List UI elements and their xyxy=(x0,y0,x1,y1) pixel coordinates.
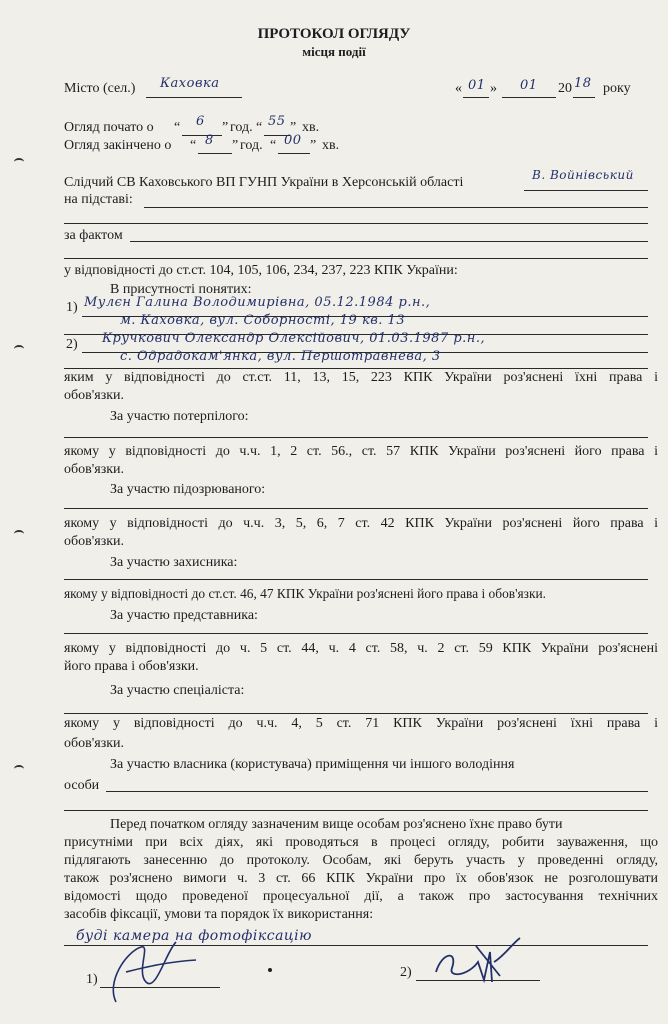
signature-2-number: 2) xyxy=(400,965,412,980)
date-day: 01 xyxy=(468,78,486,93)
representative-label: За участю представника: xyxy=(110,608,258,623)
owner-label: За участю власника (користувача) приміщення чи іншого володіння xyxy=(110,757,515,772)
signature-1-number: 1) xyxy=(86,972,98,987)
city-line xyxy=(146,97,242,98)
defender-label: За участю захисника: xyxy=(110,555,238,570)
end-min: 00 xyxy=(284,133,302,148)
representative-rights: якому у відповідності до ч. 5 ст. 44, ч. 4 ст. 58, ч. 2 ст. 59 КПК України роз'яснені xyxy=(64,641,658,656)
date-month: 01 xyxy=(520,78,538,93)
start-label: Огляд почато о xyxy=(64,120,154,135)
witness-1-line-1: Мулєн Галина Володимирівна, 05.12.1984 р.н., xyxy=(84,295,431,310)
handwritten-note: буді камера на фотофіксацію xyxy=(76,928,312,944)
year-word: року xyxy=(603,81,631,96)
page-subtitle: місця події xyxy=(302,44,366,59)
explanation-line-5: відомості щодо проведеної процесуальної дії, а також про застосування технічних xyxy=(64,889,658,904)
witnesses-rights: яким у відповідності до ст.ст. 11, 13, 15, 223 КПК України роз'яснені їхні права і xyxy=(64,370,658,385)
investigator-name: В. Войнівський xyxy=(532,168,634,182)
witness-2-line-1: Кручкович Олександр Олексійович, 01.03.1987 р.н., xyxy=(102,331,486,346)
investigator-label: Слідчий СВ Каховського ВП ГУНП України в Херсонській області xyxy=(64,175,464,190)
basis-label: на підставі: xyxy=(64,192,133,207)
specialist-rights: якому у відповідності до ч.ч. 4, 5 ст. 71 КПК України роз'яснені їхні права і xyxy=(64,716,658,731)
binder-mark xyxy=(14,765,24,773)
victim-label: За участю потерпілого: xyxy=(110,409,249,424)
start-hour: 6 xyxy=(196,114,205,129)
explanation-line-1: Перед початком огляду зазначеним вище особам роз'яснено їхнє право бути xyxy=(110,817,563,832)
victim-rights: якому у відповідності до ч.ч. 1, 2 ст. 56., ст. 57 КПК України роз'яснені його права і xyxy=(64,444,658,459)
explanation-line-4: також роз'яснено вимоги ч. 3 ст. 66 КПК України про їх обов'язок не розголошувати xyxy=(64,871,658,886)
witnesses-label: В присутності понятих: xyxy=(110,282,252,297)
explanation-line-3: підлягають занесенню до протоколу. Особам, які беруть участь у проведенні огляду, xyxy=(64,853,658,868)
explanation-line-6: засобів фіксації, умови та порядок їх використання: xyxy=(64,907,374,922)
binder-mark xyxy=(14,345,24,353)
articles-line: у відповідності до ст.ст. 104, 105, 106, 234, 237, 223 КПК України: xyxy=(64,263,458,278)
signature-2-mark xyxy=(428,932,528,988)
city-label: Місто (сел.) xyxy=(64,81,136,96)
date-year: 18 xyxy=(574,76,592,91)
city-value: Каховка xyxy=(160,76,220,91)
binder-mark xyxy=(14,530,24,538)
witness-2-line-2: с. Одрадокам'янка, вул. Першотравнева, 3 xyxy=(120,349,441,364)
start-min: 55 xyxy=(268,114,286,129)
end-label: Огляд закінчено о xyxy=(64,138,172,153)
owner-person-label: особи xyxy=(64,778,100,793)
fact-label: за фактом xyxy=(64,228,123,243)
witness-1-line-2: м. Каховка, вул. Соборності, 19 кв. 13 xyxy=(120,313,406,328)
page-title: ПРОТОКОЛ ОГЛЯДУ xyxy=(257,26,411,42)
binder-mark xyxy=(14,158,24,166)
specialist-label: За участю спеціаліста: xyxy=(110,683,245,698)
suspect-label: За участю підозрюваного: xyxy=(110,482,266,497)
suspect-rights: якому у відповідності до ч.ч. 3, 5, 6, 7 ст. 42 КПК України роз'яснені його права і xyxy=(64,516,658,531)
end-hour: 8 xyxy=(205,133,214,148)
signature-1-mark xyxy=(96,932,206,1012)
explanation-line-2: присутніми при всіх діях, які проводяться в процесі огляду, робити зауваження, що xyxy=(64,835,658,850)
protocol-page: ПРОТОКОЛ ОГЛЯДУ місця події Місто (сел.) Каховка « 01 » 01 20 18 року Огляд почато о “ 6 ” год. “ 55 ” хв. Огляд закінчено о “ 8 ” год. “ 00 ” хв. Слідчий СВ Каховського ВП ГУНП України в Херсонській області В. Войнівський на підставі: за фактом у відповідності до ст.ст. 104, 105, 106, 234, 237, 223 КПК України: В присутності понятих: 1) Мулєн Галина Володимирівна, 05.12.1984 р.н., м. Каховка, вул. Соборності, 19 кв. 13 2) Кручкович Олександр Олексійович, 01.03.1987 р.н., с. Одрадокам'янка, вул. Першотравнева, 3 яким у відповідності до ст.ст. 11, 13, 15, 223 КПК України роз'яснені їхні права і обов'язки. За участю потерпілого: якому у відповідності до ч.ч. 1, 2 ст. 56., ст. 57 КПК України роз'яснені його права і обов'язки. За участю підозрюваного: якому у відповідності до ч.ч. 3, 5, 6, 7 ст. 42 КПК України роз'яснені його права і обов'язки. За участю захисника: якому у відповідності до ст.ст. 46, 47 КПК України роз'яснені його права і обов'язки. За участю представника: якому у відповідності до ч. 5 ст. 44, ч. 4 ст. 58, ч. 2 ст. 59 КПК України роз'яснені його права і обов'язки. За участю спеціаліста: якому у відповідності до ч.ч. 4, 5 ст. 71 КПК України роз'яснені їхні права і обов'язки. За участю власника (користувача) приміщення чи іншого володіння особи Перед початком огляду зазначеним вище особам роз'яснено їхнє право бути присутніми при всіх діях, які проводяться в процесі огляду, робити зауваження, що підлягають занесенню до протоколу. Особам, які беруть участь у проведенні огляду, також роз'яснено вимоги ч. 3 ст. 66 КПК України про їх обов'язок не розголошувати відомості щодо проведеної процесуальної дії, а також про застосування технічних засобів фіксації, умови та порядок їх використання: буді камера на фотофіксацію 1) 2) xyxy=(0,0,668,1024)
defender-rights: якому у відповідності до ст.ст. 46, 47 КПК України роз'яснені його права і обов'язки. xyxy=(64,586,546,601)
date-month-line xyxy=(502,97,556,98)
